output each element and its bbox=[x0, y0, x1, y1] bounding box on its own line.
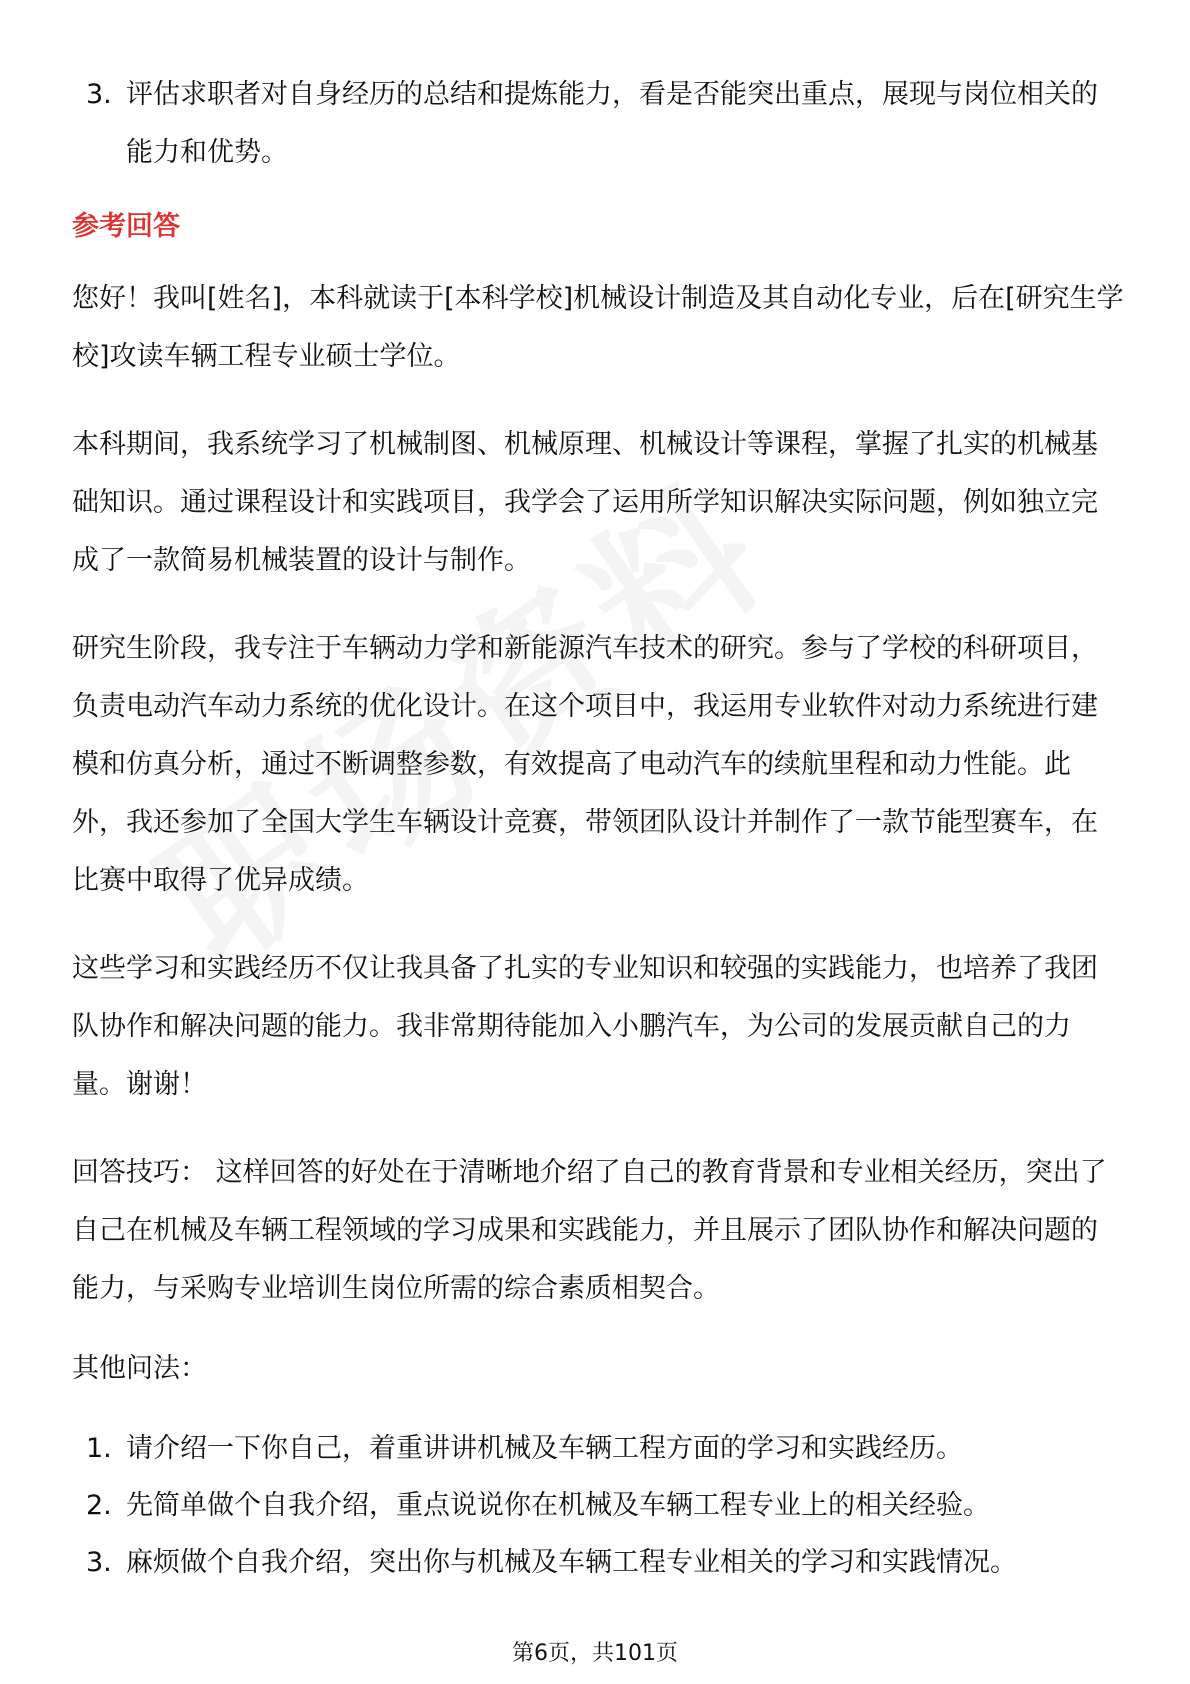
list-item bbox=[72, 1477, 1124, 1534]
page-content bbox=[72, 66, 1124, 1591]
list-number: 1. bbox=[86, 1433, 112, 1464]
paragraph-intro: 您好！我叫[姓名]，本科就读于[本科学校]机械设计制造及其自动化专业，后在[研究生学校]攻读车辆工程专业硕士学位。 bbox=[72, 283, 1124, 372]
page-footer: 第6页，共101页 bbox=[512, 1641, 678, 1666]
list-item bbox=[72, 1534, 1124, 1591]
list-item bbox=[72, 1420, 1124, 1477]
reference-answer-heading: 参考回答 bbox=[72, 211, 180, 242]
list-item-text: 麻烦做个自我介绍，突出你与机械及车辆工程专业相关的学习和实践情况。 bbox=[126, 1547, 1017, 1578]
other-questions-heading: 其他问法： bbox=[72, 1353, 207, 1384]
list-number: 2. bbox=[86, 1490, 112, 1521]
other-questions-list bbox=[72, 1420, 1124, 1591]
paragraph-graduate: 研究生阶段，我专注于车辆动力学和新能源汽车技术的研究。参与了学校的科研项目，负责电动汽车动力系统的优化设计。在这个项目中，我运用专业软件对动力系统进行建模和仿真分析，通过不断调整参数，有效提高了电动汽车的续航里程和动力性能。此外，我还参加了全国大学生车辆设计竞赛，带领团队设计并制作了一款节能型赛车，在比赛中取得了优异成绩。 bbox=[72, 633, 1098, 896]
paragraph-summary: 这些学习和实践经历不仅让我具备了扎实的专业知识和较强的实践能力，也培养了我团队协作和解决问题的能力。我非常期待能加入小鹏汽车，为公司的发展贡献自己的力量。谢谢！ bbox=[72, 953, 1098, 1100]
list-item bbox=[72, 66, 1124, 182]
list-number: 3. bbox=[86, 1547, 112, 1578]
paragraph-undergrad: 本科期间，我系统学习了机械制图、机械原理、机械设计等课程，掌握了扎实的机械基础知识。通过课程设计和实践项目，我学会了运用所学知识解决实际问题，例如独立完成了一款简易机械装置的设计与制作。 bbox=[72, 429, 1098, 576]
list-number: 3. bbox=[86, 79, 112, 110]
top-numbered-list bbox=[72, 66, 1124, 182]
list-item-text: 请介绍一下你自己，着重讲讲机械及车辆工程方面的学习和实践经历。 bbox=[126, 1433, 963, 1464]
paragraph-answer-tips: 回答技巧： 这样回答的好处在于清晰地介绍了自己的教育背景和专业相关经历，突出了自己在机械及车辆工程领域的学习成果和实践能力，并且展示了团队协作和解决问题的能力，与采购专业培训生岗位所需的综合素质相契合。 bbox=[72, 1157, 1107, 1304]
list-item-text: 评估求职者对自身经历的总结和提炼能力，看是否能突出重点，展现与岗位相关的能力和优势。 bbox=[126, 79, 1098, 168]
list-item-text: 先简单做个自我介绍，重点说说你在机械及车辆工程专业上的相关经验。 bbox=[126, 1490, 990, 1521]
